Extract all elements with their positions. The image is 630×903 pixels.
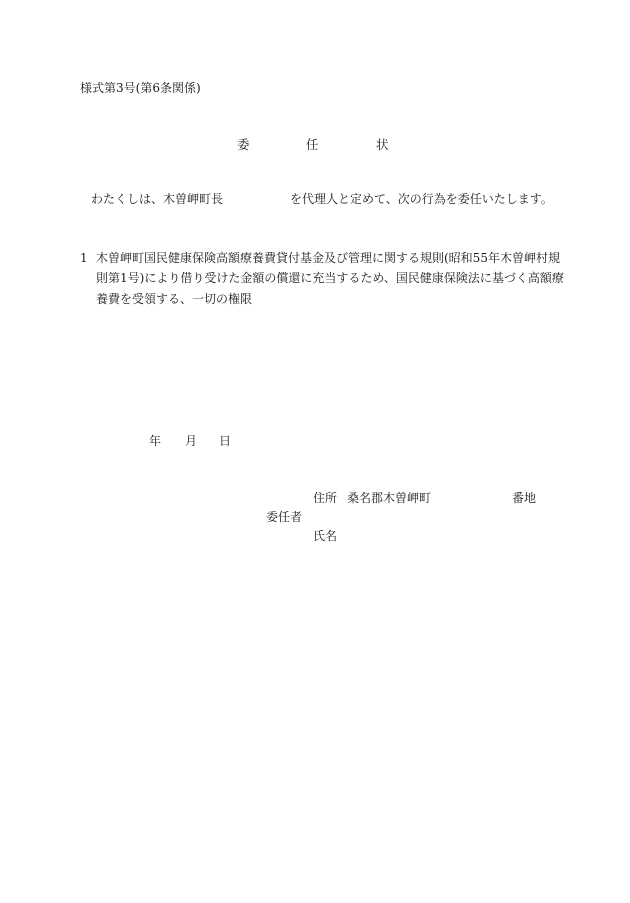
address-label: 住所 <box>313 491 338 505</box>
date-month-label: 月 <box>185 434 198 448</box>
form-number: 様式第3号(第6条関係) <box>80 81 201 95</box>
delegator-label: 委任者 <box>266 510 303 524</box>
item-text-line: 木曽岬町国民健康保険高額療養費貸付基金及び管理に関する規則(昭和55年木曽岬村規 <box>96 251 560 265</box>
title-char-1: 委 <box>237 137 250 152</box>
intro-text-after-blank: を代理人と定めて、次の行為を委任いたします。 <box>290 192 553 206</box>
item-text-line: 則第1号)により借り受けた金額の償還に充当するため、国民健康保険法に基づく高額療 <box>96 271 564 285</box>
date-day-label: 日 <box>219 434 232 448</box>
intro-text-before-blank: わたくしは、木曽岬町長 <box>91 192 224 206</box>
address-suffix: 番地 <box>512 491 537 505</box>
title-char-2: 任 <box>306 137 319 152</box>
date-year-label: 年 <box>149 434 162 448</box>
item-text-line: 養費を受領する、一切の権限 <box>96 292 253 306</box>
name-label: 氏名 <box>313 529 338 543</box>
address-value: 桑名郡木曽岬町 <box>347 491 432 505</box>
title-char-3: 状 <box>376 137 389 152</box>
item-number: 1 <box>80 251 88 265</box>
